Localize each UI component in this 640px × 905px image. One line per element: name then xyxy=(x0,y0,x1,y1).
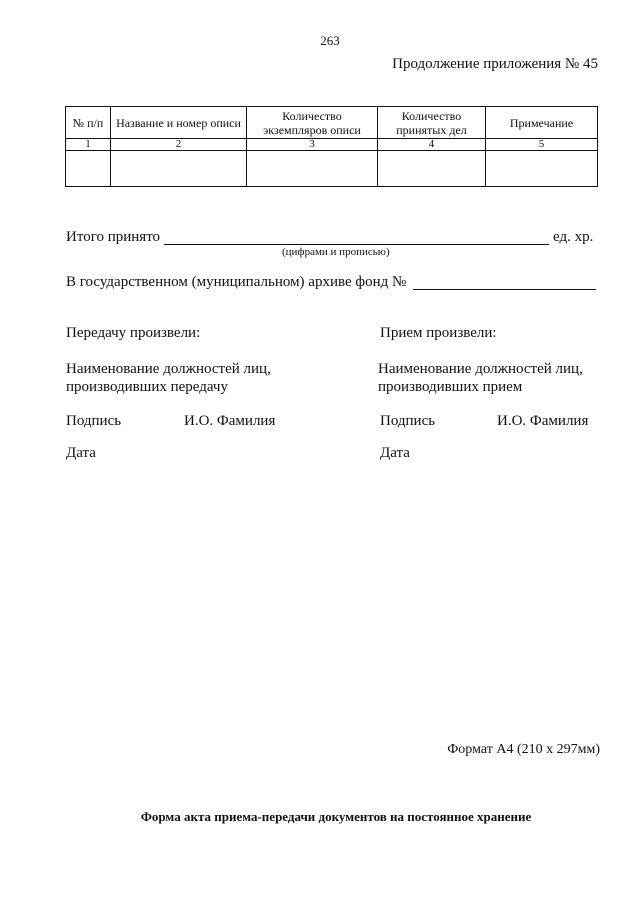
transfer-date-label: Дата xyxy=(66,445,96,461)
reception-positions-line1: Наименование должностей лиц, xyxy=(378,361,583,377)
transfer-heading: Передачу произвели: xyxy=(66,325,201,341)
empty-table-row xyxy=(66,151,598,187)
total-unit: ед. хр. xyxy=(553,229,594,245)
column-number: 4 xyxy=(378,139,486,151)
archive-label: В государственном (муниципальном) архиве фонд № xyxy=(66,274,407,290)
transfer-signature-label: Подпись xyxy=(66,413,122,429)
header-copies-count: Количество экземпляров описи xyxy=(247,107,378,139)
paper-format-note: Формат А4 (210 х 297мм) xyxy=(447,742,600,757)
archive-blank-line xyxy=(413,289,596,290)
total-blank-line xyxy=(164,244,549,245)
column-number-row xyxy=(66,139,598,151)
header-number: № п/п xyxy=(66,107,111,139)
total-hint: (цифрами и прописью) xyxy=(282,246,390,258)
empty-cell xyxy=(378,151,486,187)
column-number: 3 xyxy=(247,139,378,151)
inventory-table xyxy=(65,106,598,187)
transfer-positions-line2: производивших передачу xyxy=(66,379,228,395)
reception-date-label: Дата xyxy=(380,445,410,461)
table-header-row xyxy=(66,107,598,139)
reception-positions-line2: производивших прием xyxy=(378,379,523,395)
continuation-heading: Продолжение приложения № 45 xyxy=(392,56,598,72)
page-number: 263 xyxy=(320,33,340,48)
column-number: 2 xyxy=(111,139,247,151)
column-number: 1 xyxy=(66,139,111,151)
empty-cell xyxy=(486,151,598,187)
empty-cell xyxy=(66,151,111,187)
reception-heading: Прием произвели: xyxy=(380,325,497,341)
transfer-positions-line1: Наименование должностей лиц, xyxy=(66,361,271,377)
reception-signature-label: Подпись xyxy=(380,413,436,429)
empty-cell xyxy=(111,151,247,187)
column-number: 5 xyxy=(486,139,598,151)
header-note: Примечание xyxy=(486,107,598,139)
header-files-count: Количество принятых дел xyxy=(378,107,486,139)
form-title: Форма акта приема-передачи документов на постоянное хранение xyxy=(140,809,532,824)
total-label: Итого принято xyxy=(66,229,161,245)
empty-cell xyxy=(247,151,378,187)
reception-name-label: И.О. Фамилия xyxy=(497,413,589,429)
header-inventory-name: Название и номер описи xyxy=(111,107,247,139)
transfer-name-label: И.О. Фамилия xyxy=(184,413,276,429)
